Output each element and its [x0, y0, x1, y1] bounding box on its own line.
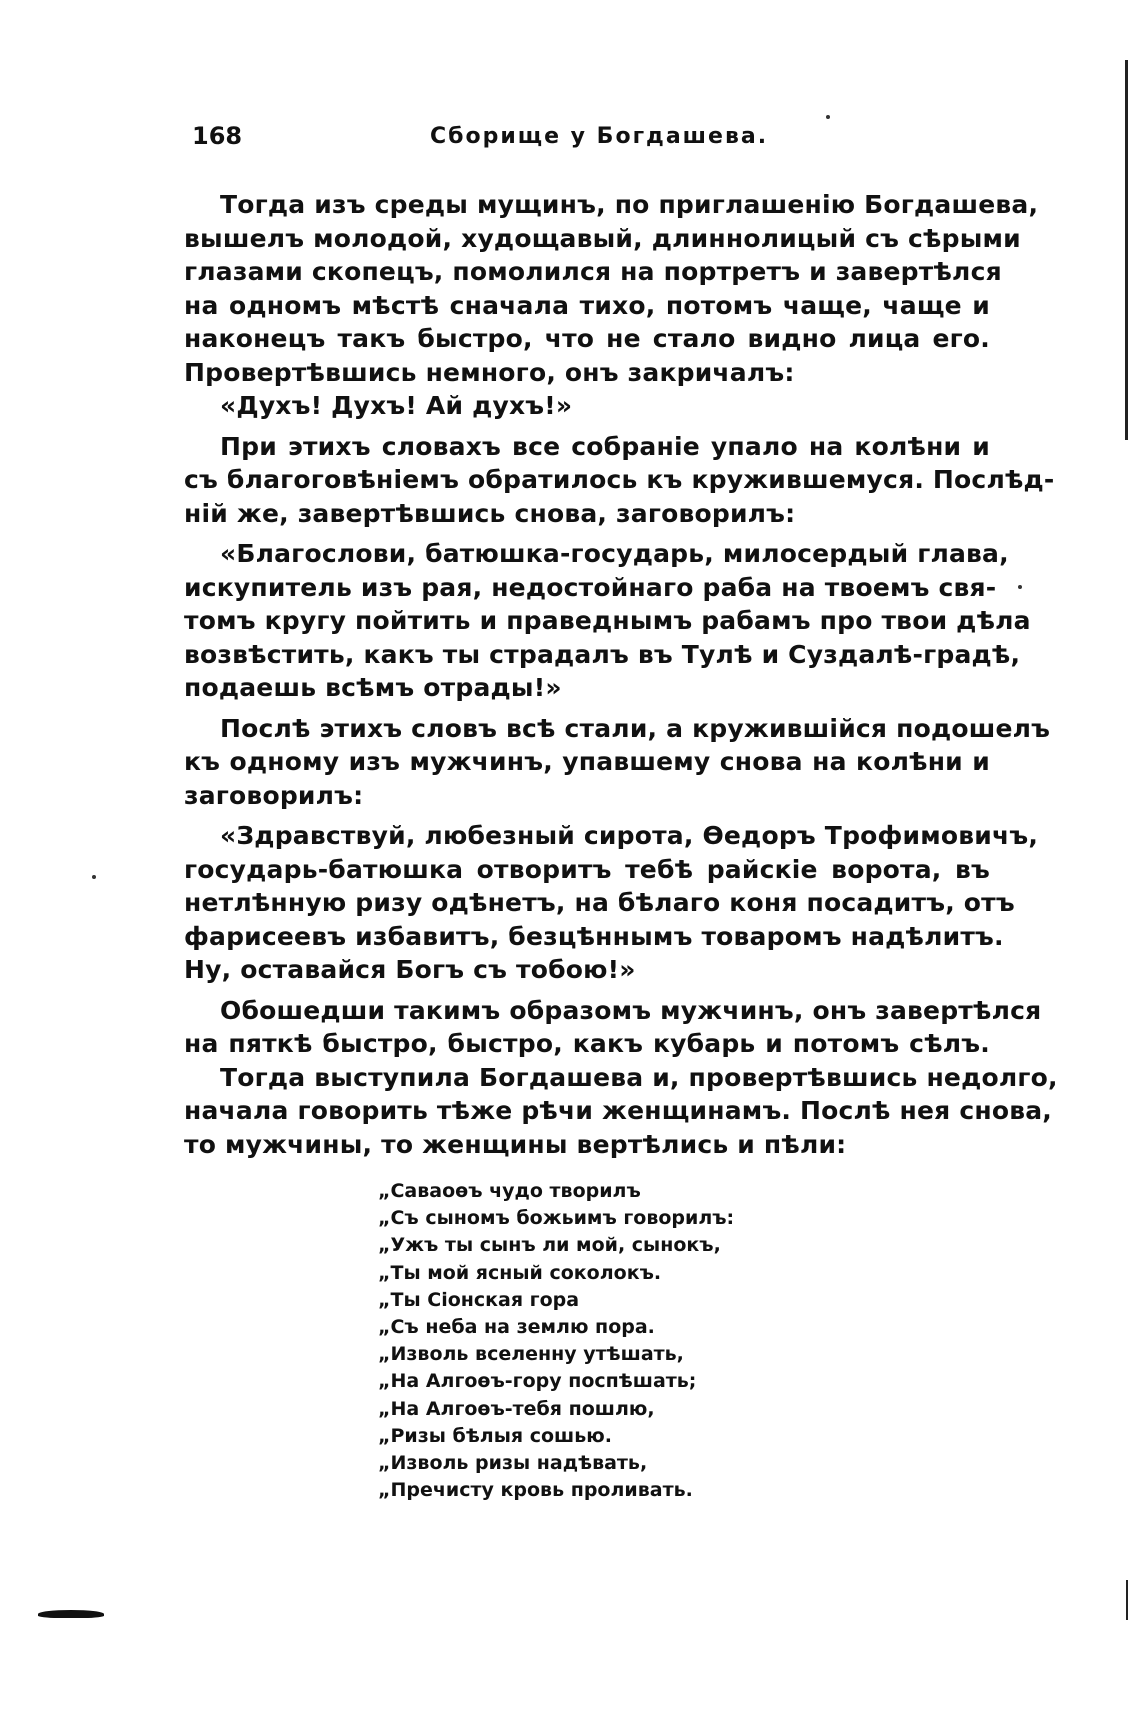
text-line: начала говорить тѣже рѣчи женщинамъ. Послѣ нея снова,: [184, 1096, 1052, 1125]
text-line: фарисеевъ избавитъ, безцѣннымъ товаромъ надѣлитъ.: [184, 921, 1004, 951]
text-line: Тогда изъ среды мущинъ, по приглашенію Богдашева,: [220, 190, 1039, 219]
poem-line: „Ты мой ясный соколокъ.: [378, 1261, 662, 1284]
text-line: ній же, завертѣвшись снова, заговорилъ:: [184, 498, 796, 528]
text-line: томъ кругу пойтить и праведнымъ рабамъ про твои дѣла: [184, 606, 1031, 635]
text-line: глазами скопецъ, помолился на портретъ и завертѣлся: [184, 257, 1002, 286]
text-line: подаешь всѣмъ отрады!»: [184, 673, 562, 702]
poem-line: „На Алгоѳъ-гору поспѣшать;: [378, 1370, 697, 1393]
text-line: съ благоговѣніемъ обратилось къ кружившемуся. Послѣд-: [184, 465, 1055, 494]
text-line: «Здравствуй, любезный сирота, Ѳедоръ Трофимовичъ,: [220, 821, 1039, 850]
text-line: то мужчины, то женщины вертѣлись и пѣли:: [184, 1129, 847, 1159]
scan-speck: [826, 115, 830, 119]
text-line: Обошедши такимъ образомъ мужчинъ, онъ завертѣлся: [220, 995, 1042, 1025]
poem-line: „Съ неба на землю пора.: [378, 1315, 655, 1338]
poem-line: „Саваоѳъ чудо творилъ: [378, 1180, 641, 1202]
poem-line: „Пречисту кровь проливать.: [378, 1479, 693, 1502]
text-line: «Духъ! Духъ! Ай духъ!»: [220, 391, 573, 420]
text-line: Тогда выступила Богдашева и, провертѣвшись недолго,: [220, 1062, 1058, 1092]
poem: [378, 1178, 798, 1504]
text-line: «Благослови, батюшка-государь, милосердый глава,: [220, 539, 1009, 568]
poem-line: „Изволь ризы надѣвать,: [378, 1451, 648, 1474]
text-line: на одномъ мѣстѣ сначала тихо, потомъ чаще, чаще и: [184, 290, 990, 320]
body-text: [184, 188, 1058, 1161]
poem-line: „На Алгоѳъ-тебя пошлю,: [378, 1397, 655, 1420]
poem-line: „Изволь вселенну утѣшать,: [378, 1343, 684, 1366]
running-title: Сборище у Богдашева.: [430, 124, 769, 149]
page-header: [192, 122, 998, 162]
text-line: возвѣстить, какъ ты страдалъ въ Тулѣ и Суздалѣ-градѣ,: [184, 639, 1021, 669]
poem-line: „Ты Сіонская гора: [378, 1288, 580, 1311]
scan-smudge: [38, 1610, 104, 1618]
text-line: вышелъ молодой, худощавый, длиннолицый съ сѣрыми: [184, 223, 1021, 253]
text-line: заговорилъ:: [184, 780, 364, 810]
text-line: При этихъ словахъ все собраніе упало на колѣни и: [220, 431, 990, 461]
text-line: нетлѣнную ризу одѣнетъ, на бѣлаго коня посадитъ, отъ: [184, 888, 1015, 917]
text-line: Ну, оставайся Богъ съ тобою!»: [184, 955, 636, 984]
text-line: на пяткѣ быстро, быстро, какъ кубарь и потомъ сѣлъ.: [184, 1029, 990, 1058]
text-line: къ одному изъ мужчинъ, упавшему снова на колѣни и: [184, 747, 990, 776]
scan-edge-mark: [1126, 1580, 1128, 1620]
scan-speck: [1018, 585, 1022, 589]
poem-line: „Ужъ ты сынъ ли мой, сынокъ,: [378, 1234, 721, 1257]
poem-line: „Ризы бѣлыя сошью.: [378, 1424, 612, 1447]
text-line: государь-батюшка отворитъ тебѣ райскіе ворота, въ: [184, 854, 990, 884]
text-line: Провертѣвшись немного, онъ закричалъ:: [184, 357, 795, 387]
scan-speck: [92, 875, 96, 879]
text-line: искупитель изъ рая, недостойнаго раба на твоемъ свя-: [184, 572, 997, 602]
text-line: Послѣ этихъ словъ всѣ стали, а кружившійся подошелъ: [220, 713, 1051, 743]
page-number: 168: [192, 122, 243, 150]
poem-line: „Съ сыномъ божьимъ говорилъ:: [378, 1207, 735, 1230]
text-line: наконецъ такъ быстро, что не стало видно лица его.: [184, 324, 990, 353]
scan-edge-mark: [1125, 60, 1128, 440]
